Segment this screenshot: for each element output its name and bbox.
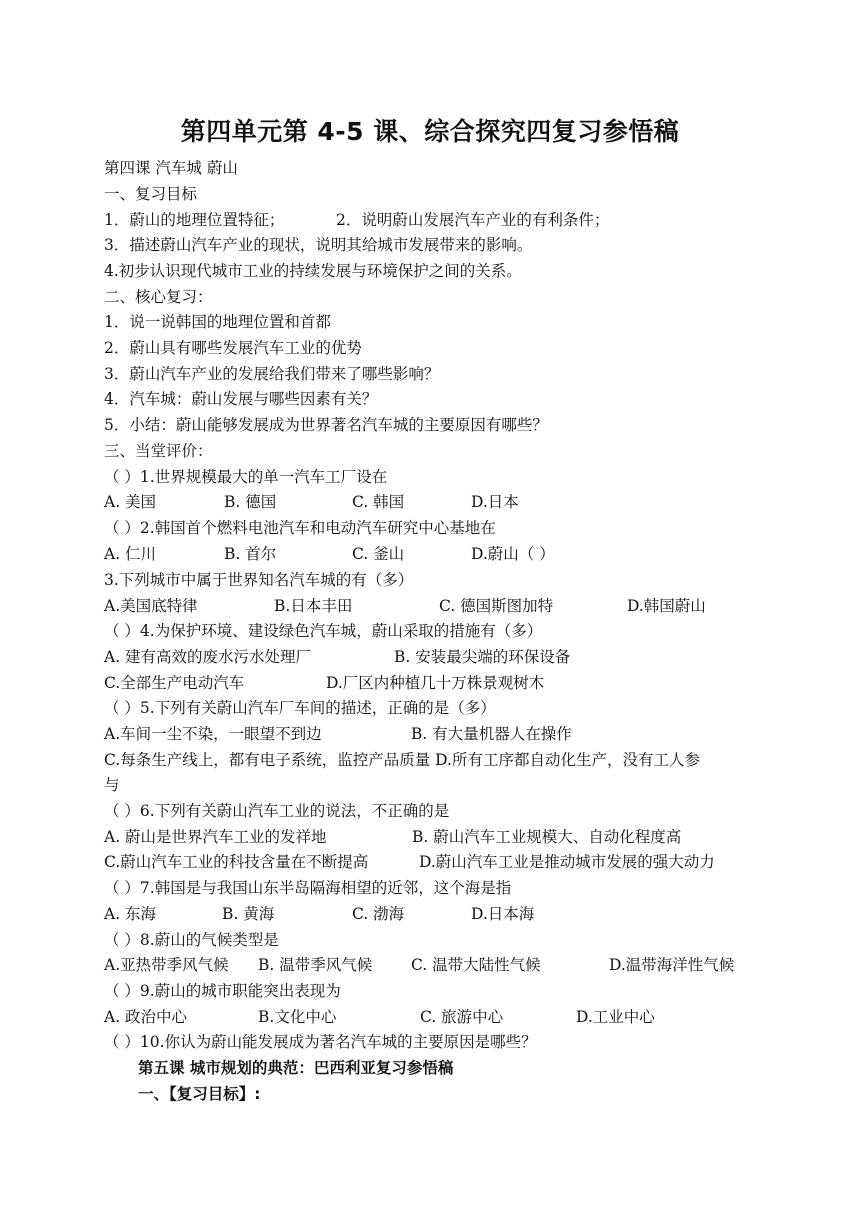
option: D.韩国蔚山: [627, 597, 706, 615]
option: A.美国底特律: [104, 597, 198, 615]
option: B. 温带季风气候: [258, 956, 373, 974]
option: A. 仁川: [104, 545, 157, 563]
option: A. 蔚山是世界汽车工业的发祥地: [104, 828, 327, 846]
option: A. 美国: [104, 493, 157, 511]
question-5: （ ）5.下列有关蔚山汽车厂车间的描述，正确的是（多）: [104, 699, 496, 717]
option: D.日本: [471, 493, 519, 511]
core-item: 2．蔚山具有哪些发展汽车工业的优势: [104, 339, 362, 357]
option: B. 首尔: [224, 545, 277, 563]
option: C. 德国斯图加特: [439, 597, 554, 615]
option: C. 韩国: [352, 493, 405, 511]
question-10: （ ）10.你认为蔚山能发展成为著名汽车城的主要原因是哪些？: [104, 1033, 537, 1051]
question-6: （ ）6.下列有关蔚山汽车工业的说法，不正确的是: [104, 802, 450, 820]
option: D.蔚山（ ）: [471, 545, 555, 563]
core-item: 4．汽车城：蔚山发展与哪些因素有关？: [104, 390, 378, 408]
option: C.全部生产电动汽车: [104, 674, 245, 692]
option: D.厂区内种植几十万株景观树木: [326, 674, 545, 692]
option: A. 政治中心: [104, 1008, 188, 1026]
option: B. 蔚山汽车工业规模大、自动化程度高: [412, 828, 682, 846]
question-5-options-wrap: 与: [104, 776, 120, 794]
option: C. 温带大陆性气候: [411, 956, 541, 974]
option: B.文化中心: [258, 1008, 337, 1026]
question-1: （ ）1.世界规模最大的单一汽车工厂设在: [104, 468, 388, 486]
option: D.蔚山汽车工业是推动城市发展的强大动力: [419, 853, 715, 871]
document-title: 第四单元第 4-5 课、综合探究四复习参悟稿: [180, 117, 680, 146]
option: A. 东海: [104, 905, 157, 923]
lesson4-heading: 第四课 汽车城 蔚山: [104, 159, 238, 177]
option: B. 有大量机器人在操作: [411, 725, 572, 743]
goal-2: 2．说明蔚山发展汽车产业的有利条件；: [336, 211, 610, 229]
option: B. 安装最尖端的环保设备: [394, 648, 571, 666]
option: C. 釜山: [352, 545, 405, 563]
lesson5-heading: 第五课 城市规划的典范：巴西利亚复习参悟稿: [138, 1059, 454, 1077]
core-item: 1．说一说韩国的地理位置和首都: [104, 313, 331, 331]
core-item: 5．小结：蔚山能够发展成为世界著名汽车城的主要原因有哪些？: [104, 416, 548, 434]
question-3: 3.下列城市中属于世界知名汽车城的有（多）: [104, 571, 414, 589]
option: B. 德国: [224, 493, 277, 511]
option: A.车间一尘不染，一眼望不到边: [104, 725, 322, 743]
option: B. 黄海: [222, 905, 275, 923]
option: A.亚热带季风气候: [104, 956, 229, 974]
question-4: （ ）4.为保护环境、建设绿色汽车城，蔚山采取的措施有（多）: [104, 622, 543, 640]
goal-1: 1．蔚山的地理位置特征；: [104, 211, 285, 229]
goals-heading: 一、复习目标: [104, 185, 198, 203]
option: A. 建有高效的废水污水处理厂: [104, 648, 312, 666]
question-7: （ ）7.韩国是与我国山东半岛隔海相望的近邻，这个海是指: [104, 879, 512, 897]
question-2: （ ）2.韩国首个燃料电池汽车和电动汽车研究中心基地在: [104, 519, 496, 537]
option: C. 旅游中心: [420, 1008, 504, 1026]
core-heading: 二、核心复习：: [104, 288, 213, 306]
eval-heading: 三、当堂评价：: [104, 442, 213, 460]
option: D.工业中心: [576, 1008, 655, 1026]
option: B.日本丰田: [274, 597, 353, 615]
question-8: （ ）8.蔚山的气候类型是: [104, 931, 279, 949]
option: C. 渤海: [352, 905, 405, 923]
option: D.日本海: [471, 905, 535, 923]
option: D.温带海洋性气候: [609, 956, 735, 974]
core-item: 3．蔚山汽车产业的发展给我们带来了哪些影响？: [104, 365, 440, 383]
lesson5-goals-heading: 一、【复习目标】:: [138, 1085, 261, 1103]
question-9: （ ）9.蔚山的城市职能突出表现为: [104, 982, 341, 1000]
option: C.蔚山汽车工业的科技含量在不断提高: [104, 853, 369, 871]
goal-4: 4.初步认识现代城市工业的持续发展与环境保护之间的关系。: [104, 262, 522, 280]
question-5-options-row-2: C.每条生产线上，都有电子系统，监控产品质量 D.所有工序都自动化生产，没有工人参: [104, 751, 700, 769]
goal-3: 3．描述蔚山汽车产业的现状，说明其给城市发展带来的影响。: [104, 236, 533, 254]
